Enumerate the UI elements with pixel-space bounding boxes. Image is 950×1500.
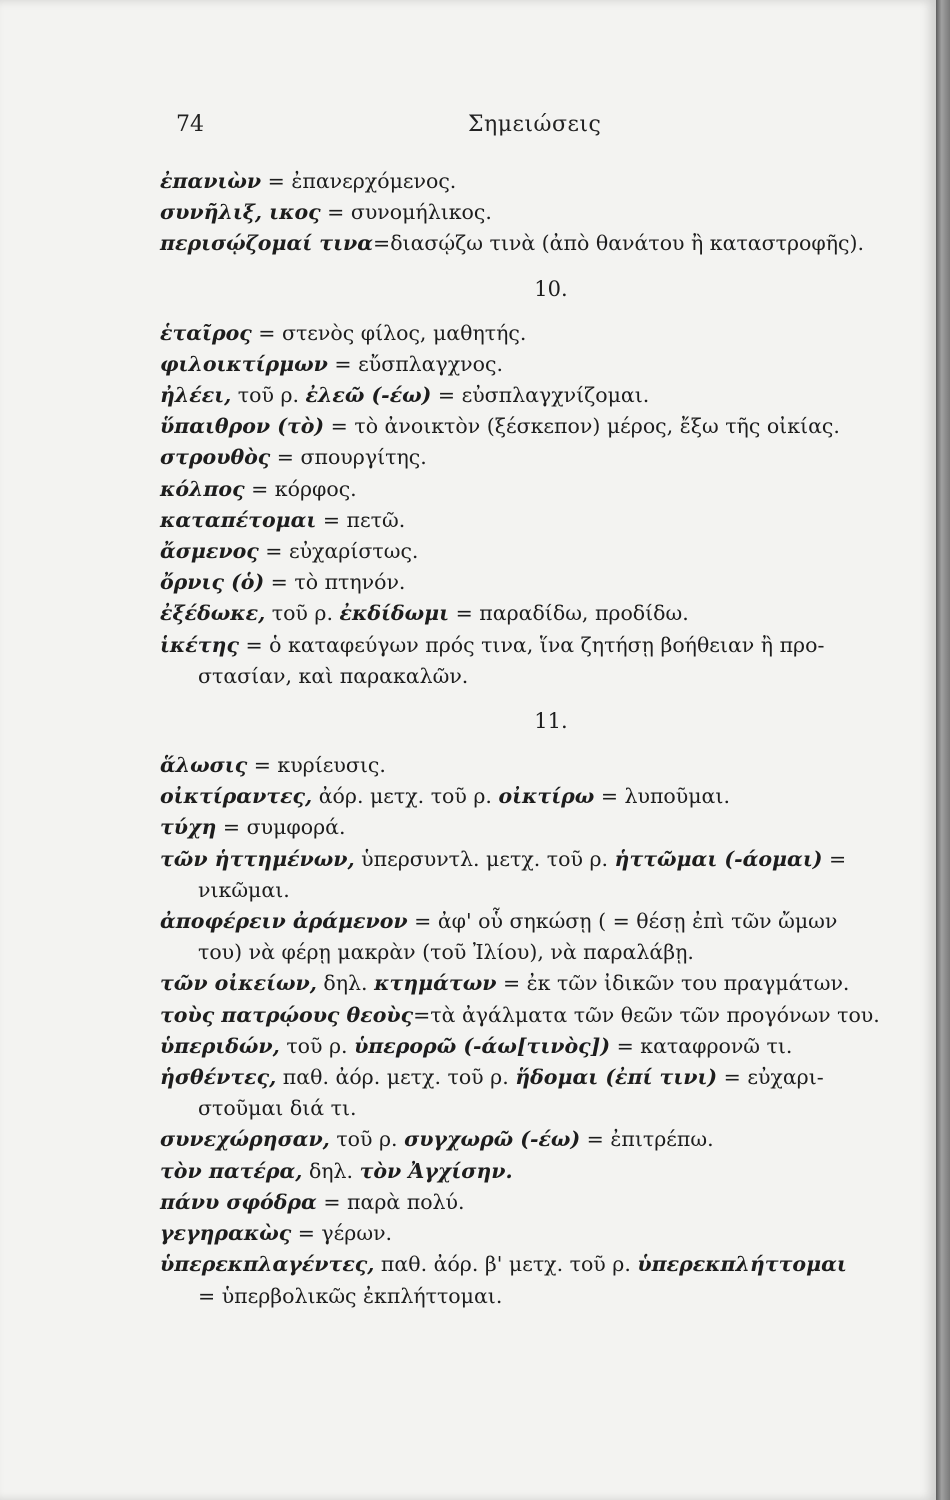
section-number: 11. xyxy=(534,709,568,734)
definition-text: νικῶμαι. xyxy=(198,877,290,902)
definition-text: στοῦμαι διά τι. xyxy=(198,1096,357,1121)
definition-text: = λυποῦμαι. xyxy=(594,784,730,809)
glossary-entry xyxy=(160,844,912,906)
definition-text: = xyxy=(822,846,847,871)
headword: τύχη xyxy=(160,815,217,840)
glossary-entry xyxy=(160,1000,912,1031)
entry-line xyxy=(160,661,912,692)
entry-line xyxy=(160,750,912,781)
headword: ἅλωσις xyxy=(160,753,248,778)
glossary-entry xyxy=(160,630,912,692)
headword: ἡττῶμαι (-άομαι) xyxy=(614,846,823,871)
entry-line xyxy=(160,1218,912,1249)
glossary-entry xyxy=(160,474,912,505)
entry-line xyxy=(160,228,912,259)
definition-text: = τὸ πτηνόν. xyxy=(264,570,406,595)
headword: συνεχώρησαν, xyxy=(160,1127,330,1152)
glossary-entry xyxy=(160,1218,912,1249)
entry-line xyxy=(160,567,912,598)
definition-text: δηλ. xyxy=(302,1158,360,1183)
entry-line xyxy=(160,1000,912,1031)
definition-text: = παραδίδω, προδίδω. xyxy=(449,601,689,626)
definition-text: τοῦ ρ. xyxy=(279,1033,355,1058)
headword: φιλοικτίρμων xyxy=(160,351,328,376)
headword: ἡσθέντες, xyxy=(160,1065,277,1090)
glossary-entry xyxy=(160,380,912,411)
glossary-entry xyxy=(160,598,912,629)
entry-line xyxy=(160,1249,912,1280)
entry-line xyxy=(160,349,912,380)
glossary-entry xyxy=(160,442,912,473)
definition-text: = σπουργίτης. xyxy=(270,445,427,470)
headword: περισῴζομαί τινα xyxy=(160,231,374,256)
headword: ἄσμενος xyxy=(160,539,259,564)
headword: κτημάτων xyxy=(374,971,497,996)
definition-text: ἀόρ. μετχ. τοῦ ρ. xyxy=(312,784,499,809)
entry-line xyxy=(160,1062,912,1093)
headword: συγχωρῶ (-έω) xyxy=(404,1127,581,1152)
glossary-entry xyxy=(160,781,912,812)
entry-line xyxy=(160,380,912,411)
definition-text: =διασῴζω τινὰ (ἀπὸ θανάτου ἢ καταστροφῆς). xyxy=(373,231,865,256)
headword: ἠλέει, xyxy=(160,383,232,408)
definition-text: = κόρφος. xyxy=(244,476,357,501)
entry-line xyxy=(160,968,912,999)
definition-text: = εὐσπλαγχνίζομαι. xyxy=(431,383,650,408)
headword: τοὺς πατρῴους θεοὺς xyxy=(160,1002,414,1027)
definition-text: παθ. ἀόρ. β' μετχ. τοῦ ρ. xyxy=(374,1252,638,1277)
definition-text: = γέρων. xyxy=(291,1221,393,1246)
headword: ὕπαιθρον (τὸ) xyxy=(160,414,325,439)
headword: ὑπερεκπλήττομαι xyxy=(637,1252,847,1277)
headword: ἐξέδωκε, xyxy=(160,601,266,626)
glossary-entry xyxy=(160,197,912,228)
entry-line xyxy=(160,474,912,505)
entry-line xyxy=(160,1093,912,1124)
definition-text: του) νὰ φέρῃ μακρὰν (τοῦ Ἰλίου), νὰ παραλάβῃ. xyxy=(198,940,694,965)
entry-line xyxy=(160,411,912,442)
entry-line xyxy=(160,630,912,661)
glossary-entry xyxy=(160,812,912,843)
glossary-entry xyxy=(160,1062,912,1124)
entry-line xyxy=(160,505,912,536)
headword: ἀποφέρειν ἀράμενον xyxy=(160,909,408,934)
glossary-entry xyxy=(160,968,912,999)
glossary-entry xyxy=(160,906,912,968)
entry-line xyxy=(160,1031,912,1062)
entry-line xyxy=(160,1281,912,1312)
headword: πάνυ σφόδρα xyxy=(160,1189,317,1214)
definition-text: = ἐπανερχόμενος. xyxy=(261,169,457,193)
headword: ὄρνις (ὁ) xyxy=(160,570,265,595)
glossary-entry xyxy=(160,1187,912,1218)
definition-text: = κυρίευσις. xyxy=(247,753,386,778)
headword: τὸν πατέρα, xyxy=(160,1158,303,1183)
definition-text: = εὐχαρίστως. xyxy=(258,539,419,564)
headword: συνῆλιξ, ικος xyxy=(160,200,321,225)
definition-text: = πετῶ. xyxy=(316,507,406,532)
glossary-entry xyxy=(160,567,912,598)
headword: ἐλεῶ (-έω) xyxy=(305,383,432,408)
entry-line xyxy=(160,442,912,473)
entry-line xyxy=(160,844,912,875)
glossary-entry xyxy=(160,750,912,781)
definition-text: = ὑπερβολικῶς ἐκπλήττομαι. xyxy=(198,1283,503,1308)
glossary-entry xyxy=(160,166,912,197)
headword: ὑπερορῶ (-άω[τινὸς]) xyxy=(354,1033,611,1058)
headword: ἐπανιὼν xyxy=(160,169,262,193)
headword: ἥδομαι (ἐπί τινι) xyxy=(515,1065,718,1090)
definition-text: = εὔσπλαγχνος. xyxy=(327,351,503,376)
running-title: Σημειώσεις xyxy=(468,112,602,137)
page-header xyxy=(168,112,648,146)
headword: ἑταῖρος xyxy=(160,320,252,345)
glossary-entry xyxy=(160,536,912,567)
headword: ἱκέτης xyxy=(160,632,239,657)
definition-text: στασίαν, καὶ παρακαλῶν. xyxy=(198,663,469,688)
headword: οἰκτίρω xyxy=(498,784,595,809)
definition-text: = συμφορά. xyxy=(216,815,346,840)
definition-text: ὑπερσυντλ. μετχ. τοῦ ρ. xyxy=(354,846,615,871)
glossary-entry xyxy=(160,411,912,442)
headword: τῶν ἡττημένων, xyxy=(160,846,355,871)
entry-line xyxy=(160,1187,912,1218)
headword: καταπέτομαι xyxy=(160,507,317,532)
glossary-entry xyxy=(160,505,912,536)
glossary-entry xyxy=(160,349,912,380)
definition-text: = ἐπιτρέπω. xyxy=(580,1127,714,1152)
headword: ὑπερεκπλαγέντες, xyxy=(160,1252,375,1277)
definition-text: τοῦ ρ. xyxy=(231,383,306,408)
definition-text: τοῦ ρ. xyxy=(329,1127,405,1152)
glossary-entry xyxy=(160,1031,912,1062)
entry-line xyxy=(160,812,912,843)
entry-line xyxy=(160,166,912,197)
headword: τῶν οἰκείων, xyxy=(160,971,317,996)
entry-line xyxy=(160,906,912,937)
headword: στρουθὸς xyxy=(160,445,271,470)
definition-text: = στενὸς φίλος, μαθητής. xyxy=(251,320,527,345)
glossary-entry xyxy=(160,1249,912,1311)
entry-line xyxy=(160,937,912,968)
definition-text: = ὁ καταφεύγων πρός τινα, ἵνα ζητήσῃ βοήθειαν ἢ προ- xyxy=(238,632,825,657)
definition-text: = τὸ ἀνοικτὸν (ξέσκεπον) μέρος, ἔξω τῆς οἰκίας. xyxy=(324,414,840,439)
headword: οἰκτίραντες, xyxy=(160,784,313,809)
definition-text: δηλ. xyxy=(316,971,375,996)
section-number: 10. xyxy=(534,276,568,301)
glossary-content xyxy=(160,166,912,1312)
headword: γεγηρακὼς xyxy=(160,1221,292,1246)
page-number: 74 xyxy=(176,112,204,137)
glossary-entry xyxy=(160,318,912,349)
glossary-entry xyxy=(160,1156,912,1187)
glossary-entry xyxy=(160,1124,912,1155)
definition-text: = παρὰ πολύ. xyxy=(316,1189,465,1214)
definition-text: = ἐκ τῶν ἰδικῶν του πραγμάτων. xyxy=(496,971,850,996)
entry-line xyxy=(160,197,912,228)
definition-text: = ἀφ' οὗ σηκώσῃ ( = θέσῃ ἐπὶ τῶν ὤμων xyxy=(407,909,838,934)
definition-text: τοῦ ρ. xyxy=(265,601,340,626)
headword: τὸν Ἀγχίσην. xyxy=(359,1158,513,1183)
definition-text: παθ. ἀόρ. μετχ. τοῦ ρ. xyxy=(276,1065,516,1090)
definition-text: = συνομήλικος. xyxy=(320,200,492,225)
definition-text: = καταφρονῶ τι. xyxy=(610,1033,793,1058)
entry-line xyxy=(160,875,912,906)
entry-line xyxy=(160,536,912,567)
entry-line xyxy=(160,1124,912,1155)
entry-line xyxy=(160,598,912,629)
entry-line xyxy=(160,1156,912,1187)
headword: ὑπεριδών, xyxy=(160,1033,280,1058)
glossary-entry xyxy=(160,228,912,259)
definition-text: = εὐχαρι- xyxy=(717,1065,824,1090)
entry-line xyxy=(160,781,912,812)
headword: ἐκδίδωμι xyxy=(339,601,450,626)
definition-text: =τὰ ἀγάλματα τῶν θεῶν τῶν προγόνων του. xyxy=(413,1002,880,1027)
page-edge xyxy=(936,0,950,1500)
entry-line xyxy=(160,318,912,349)
headword: κόλπος xyxy=(160,476,245,501)
